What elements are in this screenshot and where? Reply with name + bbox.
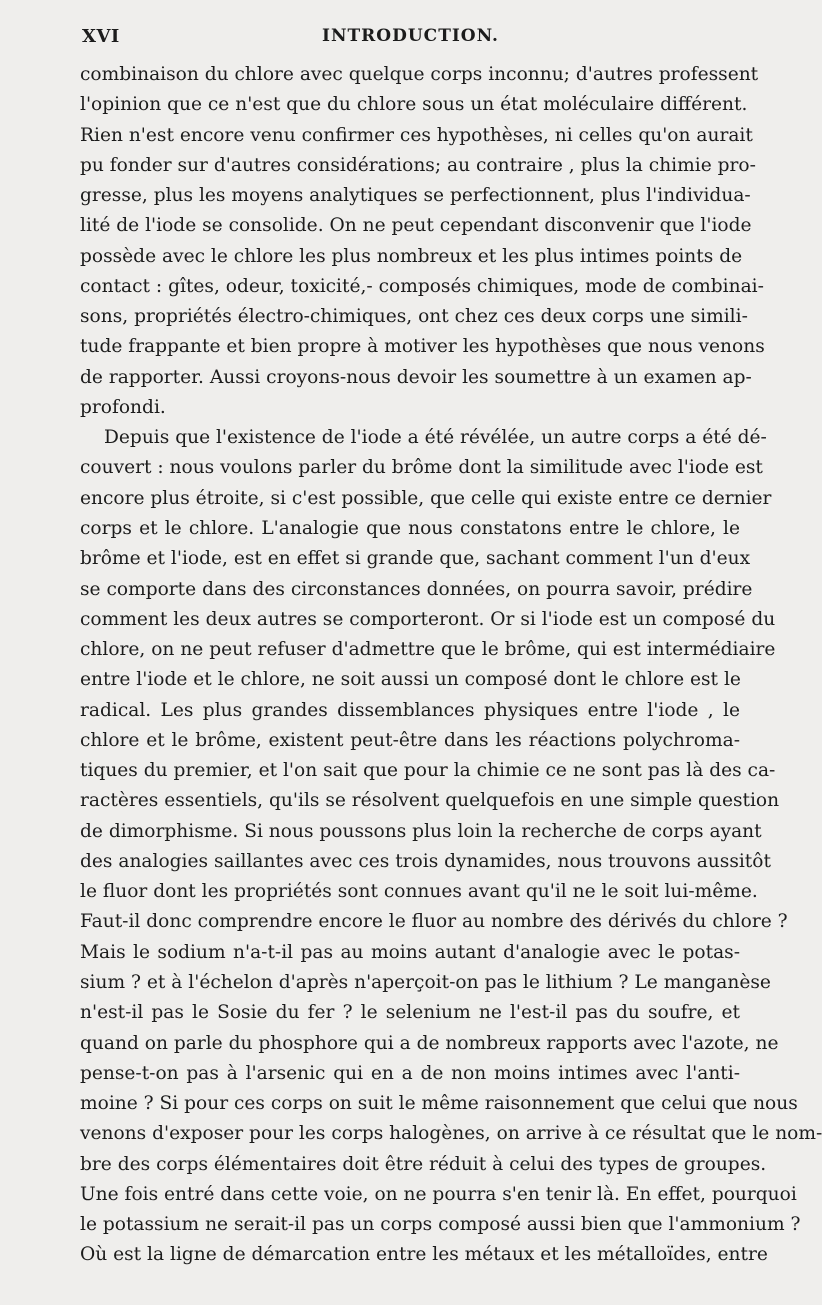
- text-line: couvert : nous voulons parler du brôme dont la similitude avec l'iode est: [80, 457, 763, 479]
- body-text: [80, 60, 822, 1271]
- text-line: sons, propriétés électro-chimiques, ont chez ces deux corps une simili-: [80, 306, 748, 328]
- text-line: ractères essentiels, qu'ils se résolvent quelquefois en une simple question: [80, 790, 780, 812]
- text-line: Depuis que l'existence de l'iode a été révélée, un autre corps a été dé-: [104, 427, 767, 449]
- text-line: le potassium ne serait-il pas un corps composé aussi bien que l'ammonium ?: [80, 1214, 801, 1236]
- text-line: Faut-il donc comprendre encore le fluor au nombre des dérivés du chlore ?: [80, 911, 788, 933]
- text-line: quand on parle du phosphore qui a de nombreux rapports avec l'azote, ne: [80, 1032, 779, 1054]
- text-line: n'est-il pas le Sosie du fer ? le selenium ne l'est-il pas du soufre, et: [80, 1002, 740, 1024]
- text-line: l'opinion que ce n'est que du chlore sous un état moléculaire différent.: [80, 94, 748, 116]
- text-line: le fluor dont les propriétés sont connues avant qu'il ne le soit lui-même.: [80, 881, 758, 903]
- text-line: profondi.: [80, 396, 166, 418]
- text-line: Une fois entré dans cette voie, on ne pourra s'en tenir là. En effet, pourquoi: [80, 1183, 797, 1205]
- text-line: pense-t-on pas à l'arsenic qui en a de non moins intimes avec l'anti-: [80, 1062, 740, 1084]
- page-number: XVI: [82, 26, 120, 47]
- text-line: Rien n'est encore venu confirmer ces hypothèses, ni celles qu'on aurait: [80, 124, 753, 146]
- text-line: sium ? et à l'échelon d'après n'aperçoit-on pas le lithium ? Le manganèse: [80, 971, 771, 993]
- text-line: moine ? Si pour ces corps on suit le même raisonnement que celui que nous: [80, 1093, 798, 1115]
- text-line: de dimorphisme. Si nous poussons plus loin la recherche de corps ayant: [80, 820, 762, 842]
- text-line: contact : gîtes, odeur, toxicité,- composés chimiques, mode de combinai-: [80, 275, 764, 297]
- text-line: venons d'exposer pour les corps halogènes, on arrive à ce résultat que le nom-: [80, 1123, 822, 1145]
- text-line: lité de l'iode se consolide. On ne peut cependant disconvenir que l'iode: [80, 215, 752, 237]
- text-line: gresse, plus les moyens analytiques se perfectionnent, plus l'individua-: [80, 185, 751, 207]
- text-line: chlore, on ne peut refuser d'admettre que le brôme, qui est intermédiaire: [80, 639, 776, 661]
- text-line: tiques du premier, et l'on sait que pour la chimie ce ne sont pas là des ca-: [80, 760, 776, 782]
- text-line: combinaison du chlore avec quelque corps inconnu; d'autres professent: [80, 64, 759, 85]
- text-line: des analogies saillantes avec ces trois dynamides, nous trouvons aussitôt: [80, 850, 771, 872]
- text-line: comment les deux autres se comporteront. Or si l'iode est un composé du: [80, 608, 776, 630]
- text-line: tude frappante et bien propre à motiver les hypothèses que nous venons: [80, 336, 765, 358]
- text-line: corps et le chlore. L'analogie que nous constatons entre le chlore, le: [80, 517, 740, 539]
- text-line: encore plus étroite, si c'est possible, que celle qui existe entre ce dernier: [80, 487, 772, 509]
- text-line: chlore et le brôme, existent peut-être dans les réactions polychroma-: [80, 729, 740, 751]
- text-line: se comporte dans des circonstances données, on pourra savoir, prédire: [80, 578, 753, 600]
- text-line: Mais le sodium n'a-t-il pas au moins autant d'analogie avec le potas-: [80, 941, 740, 963]
- text-line: brôme et l'iode, est en effet si grande que, sachant comment l'un d'eux: [80, 548, 751, 570]
- running-title: INTRODUCTION.: [322, 26, 499, 46]
- paragraph: [80, 60, 765, 423]
- page-header: [82, 26, 739, 54]
- text-line: entre l'iode et le chlore, ne soit aussi un composé dont le chlore est le: [80, 669, 741, 691]
- text-line: radical. Les plus grandes dissemblances physiques entre l'iode , le: [80, 699, 740, 721]
- text-line: de rapporter. Aussi croyons-nous devoir les soumettre à un examen ap-: [80, 366, 752, 388]
- text-line: Où est la ligne de démarcation entre les métaux et les métalloïdes, entre: [80, 1244, 768, 1266]
- text-line: possède avec le chlore les plus nombreux et les plus intimes points de: [80, 245, 743, 267]
- text-line: pu fonder sur d'autres considérations; au contraire , plus la chimie pro-: [80, 154, 756, 176]
- paragraph: [80, 423, 822, 1270]
- text-line: bre des corps élémentaires doit être réduit à celui des types de groupes.: [80, 1153, 767, 1175]
